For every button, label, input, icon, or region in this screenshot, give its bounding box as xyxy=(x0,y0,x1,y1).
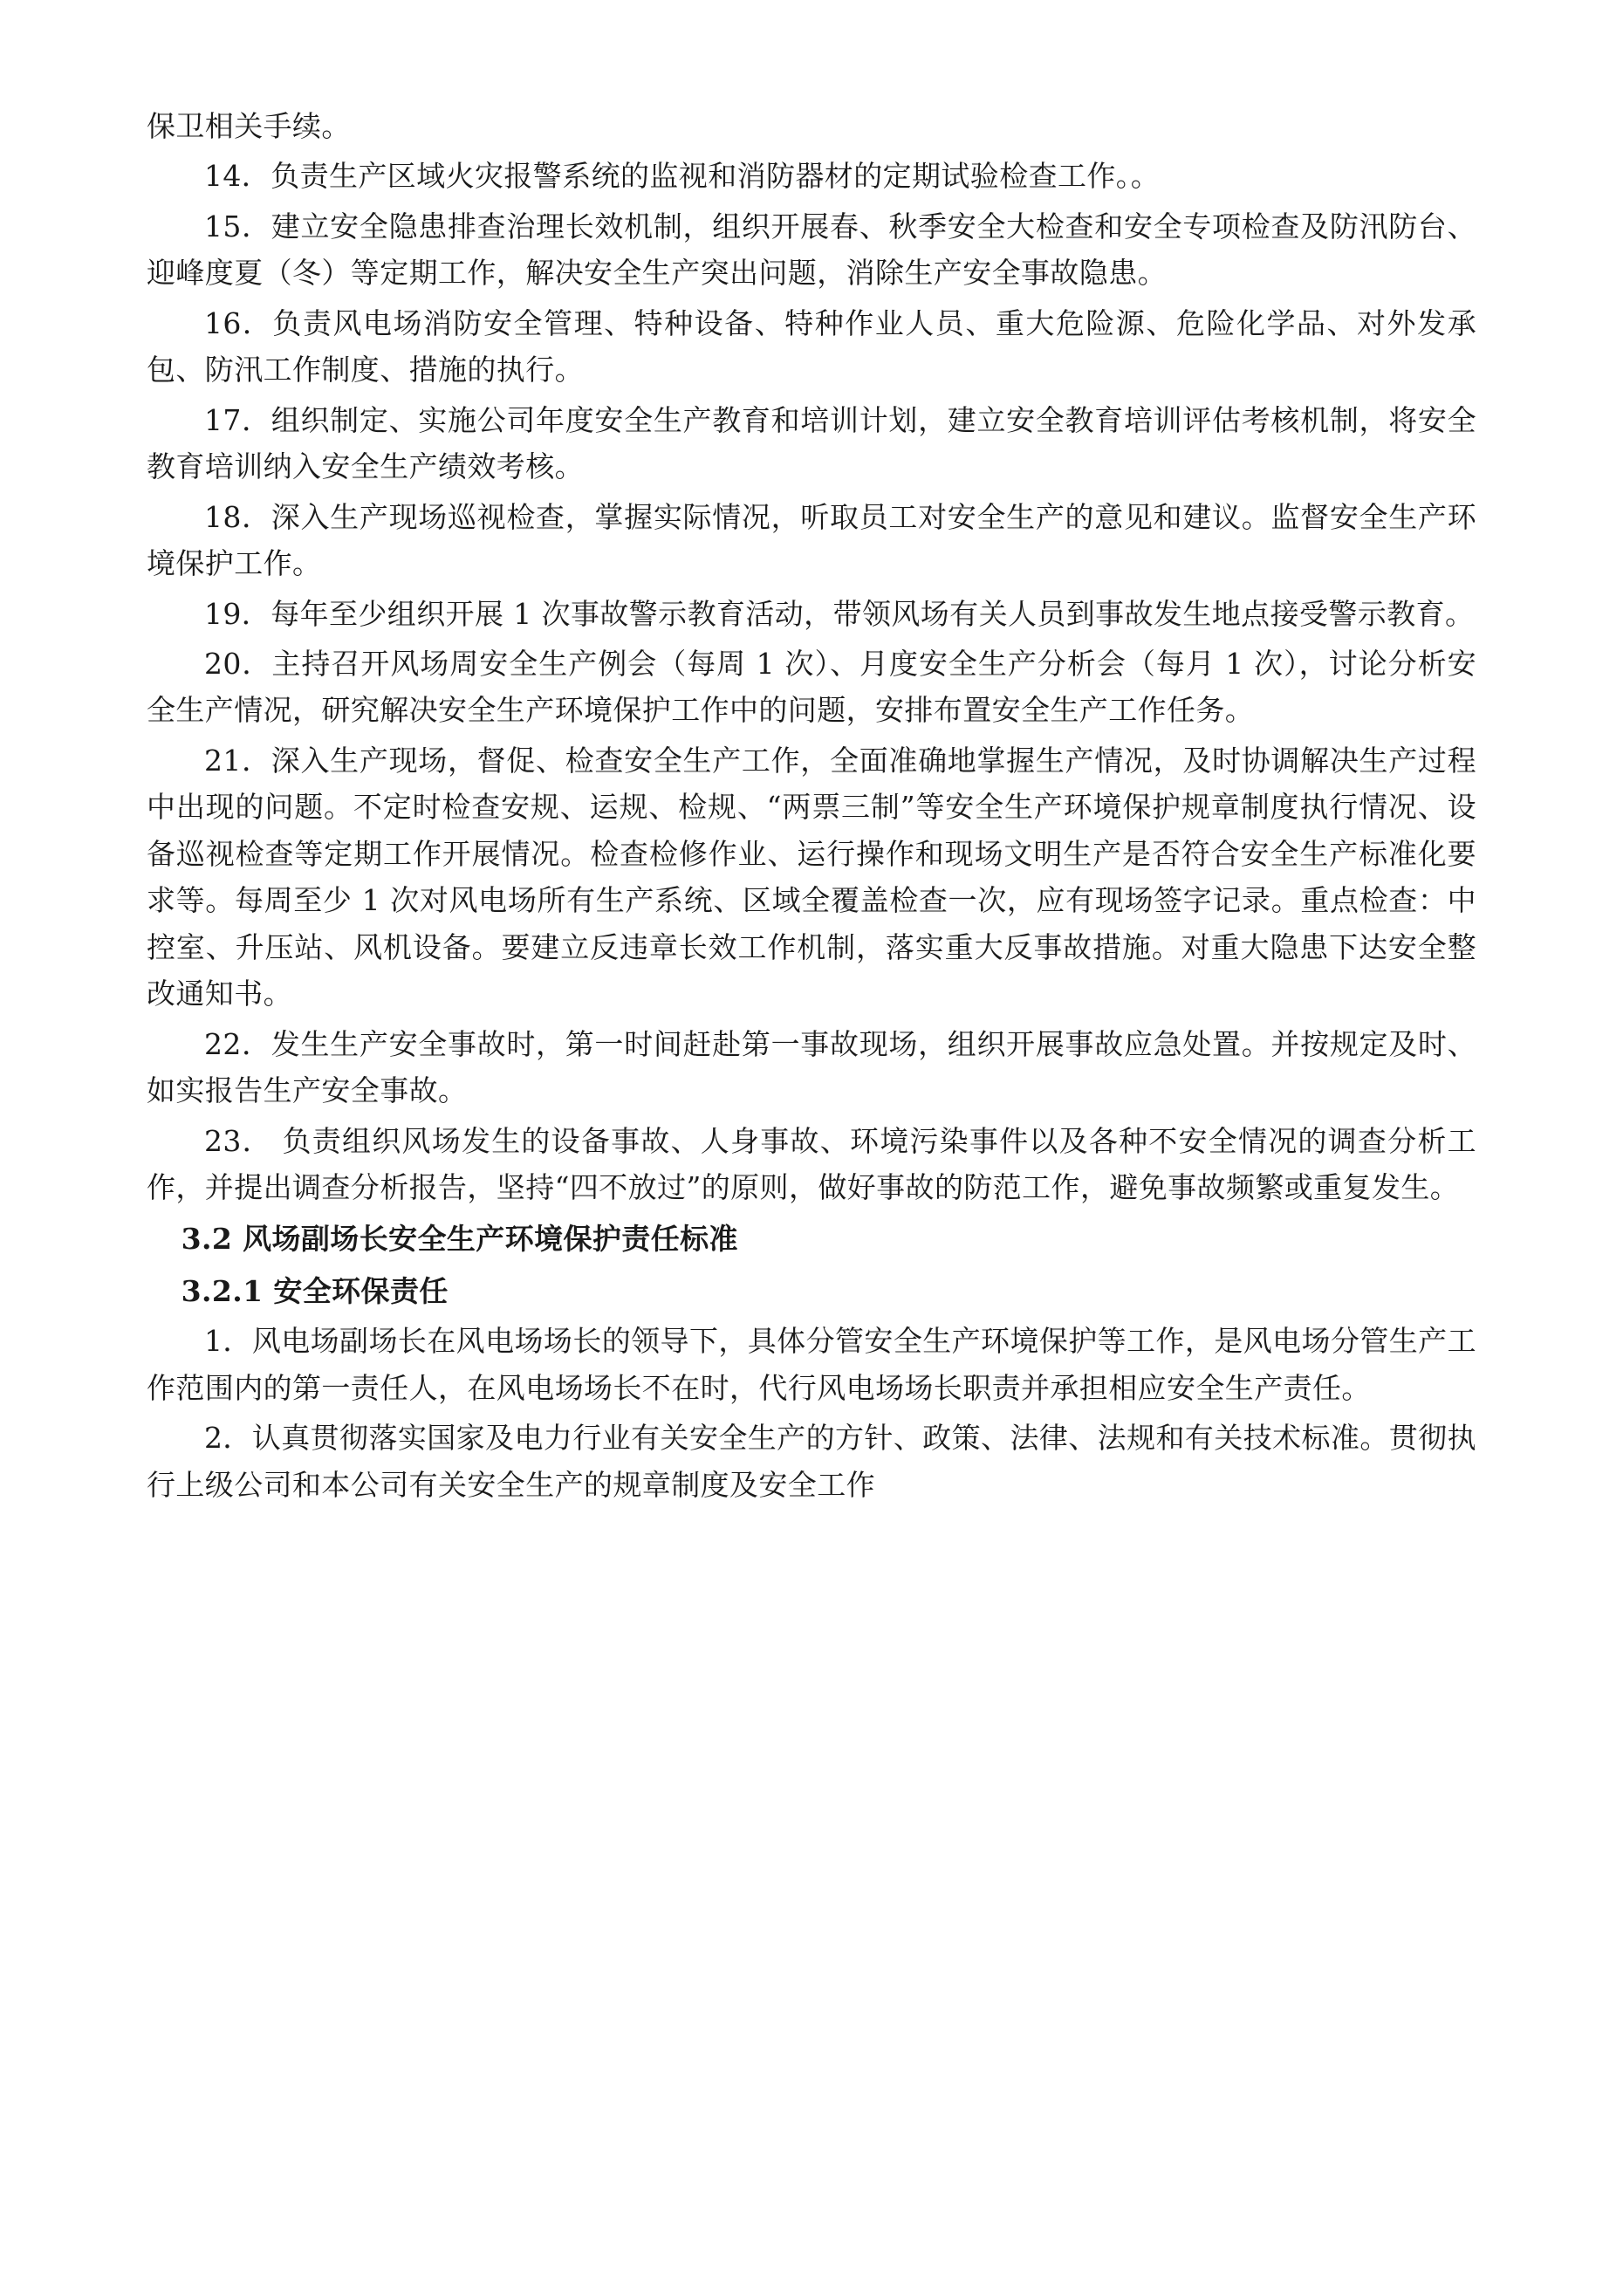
section-heading-3-2-1: 3.2.1 安全环保责任 xyxy=(181,1273,449,1308)
paragraph-sub-item-1: 1．风电场副场长在风电场场长的领导下，具体分管安全生产环境保护等工作，是风电场分管生产工作范围内的第一责任人，在风电场场长不在时，代行风电场场长职责并承担相应安全生产责任。 xyxy=(147,1324,1476,1405)
paragraph-item-17: 17．组织制定、实施公司年度安全生产教育和培训计划，建立安全教育培训评估考核机制，将安全教育培训纳入安全生产绩效考核。 xyxy=(147,402,1476,484)
section-heading-3-2: 3.2 风场副场长安全生产环境保护责任标准 xyxy=(181,1222,738,1257)
paragraph-item-21: 21．深入生产现场，督促、检查安全生产工作，全面准确地掌握生产情况，及时协调解决生产过程中出现的问题。不定时检查安规、运规、检规、“两票三制”等安全生产环境保护规章制度执行情况、设备巡视检查等定期工作开展情况。检查检修作业、运行操作和现场文明生产是否符合安全生产标准化要求等。每周至少 1 次对风电场所有生产系统、区域全覆盖检查一次，应有现场签字记录。重点检查：中控室、升压站、风机设备。要建立反违章长效工作机制，落实重大反事故措施。对重大隐患下达安全整改通知书。 xyxy=(147,743,1476,1011)
paragraph-item-18: 18．深入生产现场巡视检查，掌握实际情况，听取员工对安全生产的意见和建议。监督安全生产环境保护工作。 xyxy=(147,499,1476,581)
paragraph-item-14: 14．负责生产区域火灾报警系统的监视和消防器材的定期试验检查工作。。 xyxy=(204,159,1161,194)
paragraph-item-15: 15．建立安全隐患排查治理长效机制，组织开展春、秋季安全大检查和安全专项检查及防汛防台、迎峰度夏（冬）等定期工作，解决安全生产突出问题，消除生产安全事故隐患。 xyxy=(147,209,1476,291)
paragraph-item-23: 23． 负责组织风场发生的设备事故、人身事故、环境污染事件以及各种不安全情况的调查分析工作，并提出调查分析报告，坚持“四不放过”的原则，做好事故的防范工作，避免事故频繁或重复发生。 xyxy=(147,1123,1476,1204)
paragraph-sub-item-2: 2．认真贯彻落实国家及电力行业有关安全生产的方针、政策、法律、法规和有关技术标准。贯彻执行上级公司和本公司有关安全生产的规章制度及安全工作 xyxy=(147,1421,1476,1502)
paragraph-item-19: 19．每年至少组织开展 1 次事故警示教育活动，带领风场有关人员到事故发生地点接受警示教育。 xyxy=(204,596,1475,631)
paragraph-item-20: 20．主持召开风场周安全生产例会（每周 1 次）、月度安全生产分析会（每月 1 次），讨论分析安全生产情况，研究解决安全生产环境保护工作中的问题，安排布置安全生产工作任务。 xyxy=(147,646,1476,728)
paragraph-item-22: 22．发生生产安全事故时，第一时间赶赴第一事故现场，组织开展事故应急处置。并按规定及时、如实报告生产安全事故。 xyxy=(147,1026,1476,1108)
document-body xyxy=(147,103,1476,1508)
paragraph-continuation-line: 保卫相关手续。 xyxy=(147,109,351,143)
paragraph-item-16: 16．负责风电场消防安全管理、特种设备、特种作业人员、重大危险源、危险化学品、对外发承包、防汛工作制度、措施的执行。 xyxy=(147,305,1476,387)
